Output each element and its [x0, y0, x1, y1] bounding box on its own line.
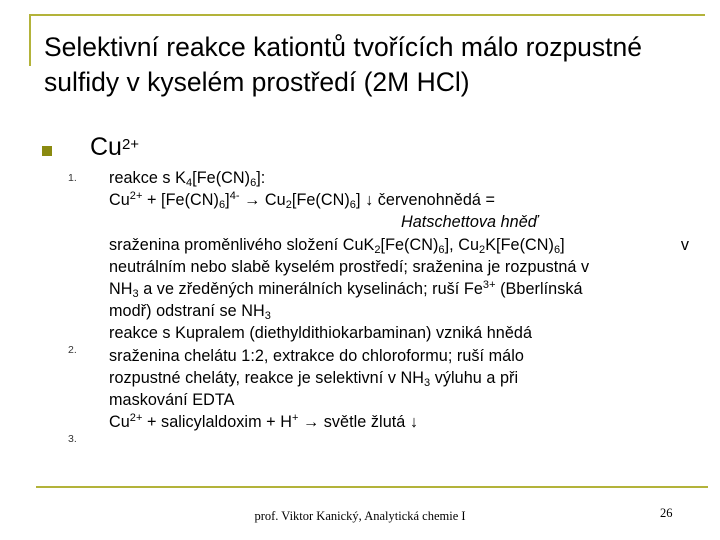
- item1-line2: $Cu^{2+} + [Fe(CN)_6]^{4-} \to Cu_2[Fe(CN)_6]$ ↓ červenohnědá =: [109, 190, 496, 212]
- page-number: 26: [660, 506, 673, 520]
- footer-rule: [36, 486, 708, 488]
- corner-horizontal-rule: [29, 14, 705, 16]
- slide-body: [109, 167, 689, 433]
- square-bullet-icon: [42, 146, 52, 156]
- heading-charge: 2+: [121, 136, 140, 153]
- item3-line1: $Cu^{2+}$ + salicylaldoxim + H+ → světle žlutá ↓: [109, 412, 419, 432]
- item1-line5: neutrálním nebo slabě kyselém prostředí; sraženina je rozpustná v: [109, 257, 590, 276]
- item2-line4: maskování EDTA: [109, 391, 235, 410]
- item1-line1: reakce s $K_4[Fe(CN)_6]$:: [109, 169, 266, 189]
- item2-line3: rozpustné cheláty, reakce je selektivní v $NH_3$ výluhu a při: [109, 368, 519, 389]
- item2-line2: sraženina chelátu 1:2, extrakce do chloroformu; ruší málo: [109, 346, 524, 365]
- item2-line1: reakce s Kupralem (diethyldithiokarbaminan) vzniká hnědá: [109, 324, 532, 343]
- list-number-1: 1.: [68, 172, 77, 184]
- footer-author: prof. Viktor Kanický, Analytická chemie I: [254, 509, 466, 523]
- list-number-2: 2.: [68, 344, 77, 356]
- section-heading: [90, 132, 139, 162]
- corner-vertical-rule: [29, 14, 31, 66]
- slide-title: Selektivní reakce kationtů tvořících málo rozpustné sulfidy v kyselém prostředí (2M HCl): [44, 32, 643, 97]
- list-number-3: 3.: [68, 433, 77, 445]
- item1-line3: Hatschettova hněď: [401, 213, 538, 232]
- item1-line7: modř) odstraní se $NH_3$: [109, 302, 271, 323]
- heading-ion: Cu: [90, 133, 122, 161]
- item1-line6: $NH_3$ a ve zředěných minerálních kyselinách; ruší $Fe^{3+}$ (Bberlínská: [109, 279, 583, 301]
- item1-line4: sraženina proměnlivého složení $CuK_2[Fe(CN)_6]$, $Cu_2K[Fe(CN)_6]$ v: [109, 235, 689, 256]
